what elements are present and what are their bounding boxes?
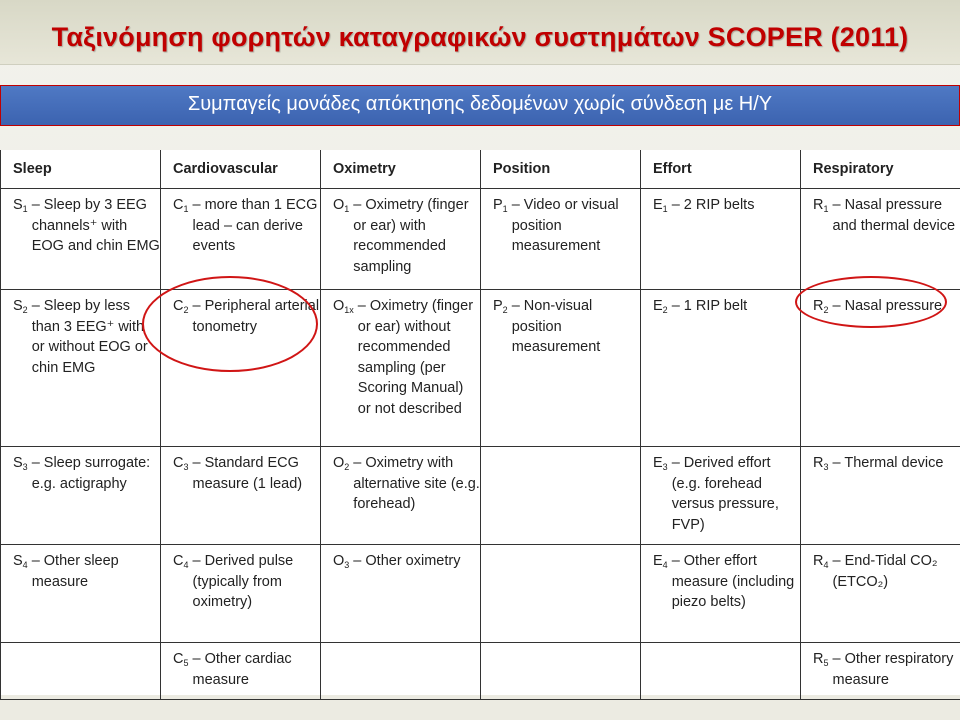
cell-code: $R_2$ xyxy=(813,298,829,315)
cell-code: $R_5$ xyxy=(813,651,829,668)
cell-description: – Nasal pressure xyxy=(832,298,943,314)
table-cell xyxy=(641,290,801,447)
table-cell xyxy=(1,447,161,545)
table-cell xyxy=(481,290,641,447)
table-cell xyxy=(481,447,641,545)
table-row xyxy=(1,447,960,545)
table-cell xyxy=(321,189,481,290)
table-cell xyxy=(641,643,801,700)
table-cell xyxy=(1,290,161,447)
column-header: Cardiovascular xyxy=(161,150,321,189)
cell-code: $R_4$ xyxy=(813,553,829,570)
column-header: Position xyxy=(481,150,641,189)
column-header: Sleep xyxy=(1,150,161,189)
cell-description: – Standard ECG measure (1 lead) xyxy=(192,455,303,492)
table-cell xyxy=(161,643,321,700)
table-cell xyxy=(1,545,161,643)
cell-code: $R_1$ xyxy=(813,197,829,214)
table-cell xyxy=(641,447,801,545)
table-cell xyxy=(161,447,321,545)
cell-code: $O_{1x}$ xyxy=(333,298,354,315)
cell-code: $O_3$ xyxy=(333,553,350,570)
cell-description: – Derived pulse (typically from oximetry) xyxy=(192,553,294,610)
table-cell xyxy=(321,545,481,643)
table-header-row xyxy=(1,150,960,189)
table-cell xyxy=(481,643,641,700)
highlight-ellipse-c2 xyxy=(142,276,318,372)
highlight-ellipse-r2 xyxy=(795,276,947,328)
cell-description: – Other cardiac measure xyxy=(192,651,292,688)
table-cell xyxy=(641,189,801,290)
cell-code: $S_3$ xyxy=(13,455,28,472)
table-cell xyxy=(321,290,481,447)
cell-description: – Oximetry with alternative site (e.g. forehead) xyxy=(353,455,480,512)
title-bar xyxy=(0,0,960,65)
cell-description: – Nasal pressure and thermal device xyxy=(832,197,956,234)
cell-description: – Sleep surrogate: e.g. actigraphy xyxy=(31,455,151,492)
cell-description: – more than 1 ECG lead – can derive events xyxy=(192,197,318,254)
cell-code: $R_3$ xyxy=(813,455,829,472)
table-cell xyxy=(481,189,641,290)
cell-code: $C_3$ xyxy=(173,455,189,472)
table-cell xyxy=(801,643,960,700)
column-header: Effort xyxy=(641,150,801,189)
subtitle-bar xyxy=(0,85,960,126)
cell-description: – Video or visual position measurement xyxy=(511,197,619,254)
cell-code: $P_1$ xyxy=(493,197,508,214)
cell-description: – End-Tidal CO₂ (ETCO₂) xyxy=(832,553,938,590)
page-title: Ταξινόμηση φορητών καταγραφικών συστημάτων SCOPER (2011) xyxy=(51,22,909,52)
cell-description: – Derived effort (e.g. forehead versus pressure, FVP) xyxy=(671,455,779,533)
table-row xyxy=(1,189,960,290)
table-cell xyxy=(801,189,960,290)
table-cell xyxy=(481,545,641,643)
table-row xyxy=(1,545,960,643)
cell-code: $C_2$ xyxy=(173,298,189,315)
cell-code: $C_5$ xyxy=(173,651,189,668)
cell-description: – Oximetry (finger or ear) with recommended sampling xyxy=(353,197,469,275)
cell-description: – Sleep by less than 3 EEG⁺ with or without EOG or chin EMG xyxy=(31,298,148,376)
page-subtitle: Συμπαγείς μονάδες απόκτησης δεδομένων χωρίς σύνδεση με Η/Υ xyxy=(187,93,773,115)
cell-code: $P_2$ xyxy=(493,298,508,315)
classification-table-wrapper xyxy=(0,150,960,695)
cell-description: – 2 RIP belts xyxy=(671,197,755,213)
cell-code: $C_4$ xyxy=(173,553,189,570)
table-cell xyxy=(641,545,801,643)
cell-description: – Sleep by 3 EEG channels⁺ with EOG and chin EMG xyxy=(31,197,160,254)
table-cell xyxy=(801,545,960,643)
cell-code: $S_2$ xyxy=(13,298,28,315)
table-cell xyxy=(161,189,321,290)
cell-description: – Peripheral arterial tonometry xyxy=(192,298,320,335)
table-cell xyxy=(161,545,321,643)
column-header: Respiratory xyxy=(801,150,960,189)
cell-code: $E_4$ xyxy=(653,553,668,570)
cell-code: $S_1$ xyxy=(13,197,28,214)
cell-code: $E_2$ xyxy=(653,298,668,315)
cell-code: $S_4$ xyxy=(13,553,28,570)
table-row xyxy=(1,643,960,700)
cell-code: $O_1$ xyxy=(333,197,350,214)
cell-description: – Thermal device xyxy=(832,455,944,471)
table-cell xyxy=(321,643,481,700)
cell-description: – Non-visual position measurement xyxy=(511,298,601,355)
cell-description: – Other effort measure (including piezo belts) xyxy=(671,553,795,610)
cell-code: $E_1$ xyxy=(653,197,668,214)
cell-description: – 1 RIP belt xyxy=(671,298,748,314)
column-header: Oximetry xyxy=(321,150,481,189)
cell-description: – Other respiratory measure xyxy=(832,651,954,688)
table-cell xyxy=(321,447,481,545)
table-cell xyxy=(801,447,960,545)
table-cell xyxy=(1,189,161,290)
classification-table xyxy=(0,150,960,700)
cell-code: $C_1$ xyxy=(173,197,189,214)
cell-code: $O_2$ xyxy=(333,455,350,472)
cell-description: – Oximetry (finger or ear) without recommended sampling (per Scoring Manual) or not described xyxy=(357,298,474,417)
cell-description: – Other oximetry xyxy=(353,553,461,569)
table-cell xyxy=(1,643,161,700)
cell-description: – Other sleep measure xyxy=(31,553,119,590)
cell-code: $E_3$ xyxy=(653,455,668,472)
